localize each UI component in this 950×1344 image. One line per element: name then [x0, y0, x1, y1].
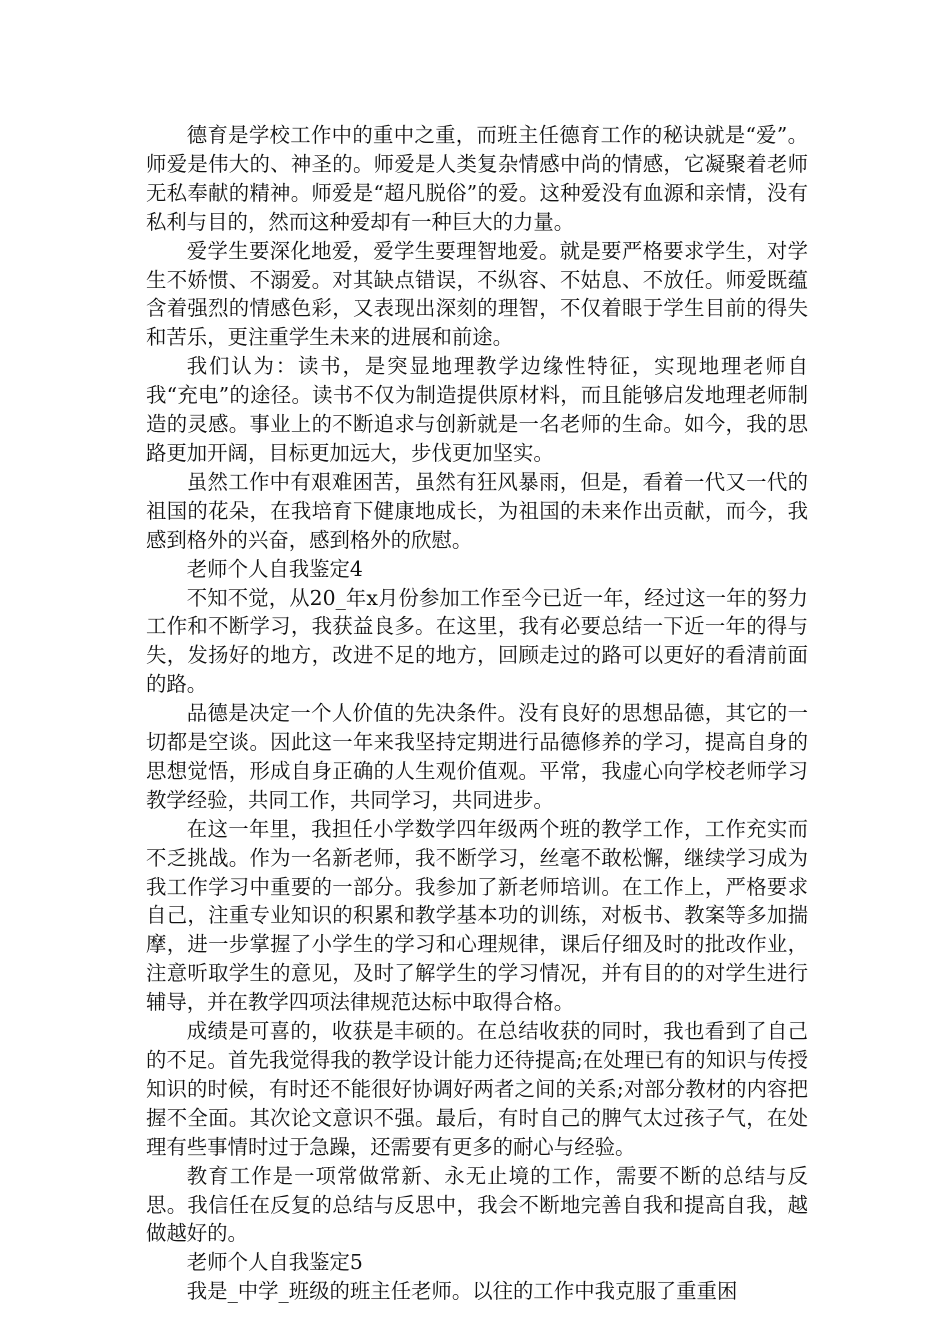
paragraph-teaching-work: 在这一年里，我担任小学数学四年级两个班的教学工作，工作充实而不乏挑战。作为一名新老师，我不断学习，丝毫不敢松懈，继续学习成为我工作学习中重要的一部分。我参加了新老师培训。在工作上，严格要求自己，注重专业知识的积累和教学基本功的训练，对板书、教案等多加揣摩，进一步掌握了小学生的学习和心理规律，课后仔细及时的批改作业，注意听取学生的意见，及时了解学生的学习情况，并有目的的对学生进行辅导，并在教学四项法律规范达标中取得合格。 [146, 816, 808, 1015]
paragraph-reading: 我们认为：读书，是突显地理教学边缘性特征，实现地理老师自我“充电”的途径。读书不仅为制造提供原材料，而且能够启发地理老师制造的灵感。事业上的不断追求与创新就是一名老师的生命。如今，我的思路更加开阔，目标更加远大，步伐更加坚实。 [146, 354, 808, 465]
paragraph-hardships: 虽然工作中有艰难困苦，虽然有狂风暴雨，但是，看着一代又一代的祖国的花朵，在我培育下健康地成长，为祖国的未来作出贡献，而今，我感到格外的兴奋，感到格外的欣慰。 [146, 469, 808, 552]
paragraph-reflection: 教育工作是一项常做常新、永无止境的工作，需要不断的总结与反思。我信任在反复的总结与反思中，我会不断地完善自我和提高自我，越做越好的。 [146, 1163, 808, 1246]
paragraph-moral-character: 品德是决定一个人价值的先决条件。没有良好的思想品德，其它的一切都是空谈。因此这一年来我坚持定期进行品德修养的学习，提高自身的思想觉悟，形成自身正确的人生观价值观。平常，我虚心向学校老师学习教学经验，共同工作，共同学习，共同进步。 [146, 701, 808, 812]
paragraph-love-students: 爱学生要深化地爱，爱学生要理智地爱。就是要严格要求学生，对学生不娇惯、不溺爱。对其缺点错误，不纵容、不姑息、不放任。师爱既蕴含着强烈的情感色彩，又表现出深刻的理智，不仅着眼于学生目前的得失和苦乐，更注重学生未来的进展和前途。 [146, 238, 808, 350]
paragraph-class-teacher: 我是_中学_班级的班主任老师。以往的工作中我克服了重重困 [186, 1279, 738, 1304]
paragraph-moral-education: 德育是学校工作中的重中之重，而班主任德育工作的秘诀就是“爱”。师爱是伟大的、神圣的。师爱是人类复杂情感中尚的情感，它凝聚着老师无私奉献的精神。师爱是“超凡脱俗”的爱。这种爱没有血源和亲情，没有私利与目的，然而这种爱却有一种巨大的力量。 [146, 123, 808, 234]
section-heading-4: 老师个人自我鉴定4 [186, 556, 363, 581]
document-page [146, 121, 808, 1306]
paragraph-achievements: 成绩是可喜的，收获是丰硕的。在总结收获的同时，我也看到了自己的不足。首先我觉得我的教学设计能力还待提高;在处理已有的知识与传授知识的时候，有时还不能很好协调好两者之间的关系;对部分教材的内容把握不全面。其次论文意识不强。最后，有时自己的脾气太过孩子气，在处理有些事情时过于急躁，还需要有更多的耐心与经验。 [146, 1019, 808, 1159]
paragraph-one-year: 不知不觉，从20_年x月份参加工作至今已近一年，经过这一年的努力工作和不断学习，我获益良多。在这里，我有必要总结一下近一年的得与失，发扬好的地方，改进不足的地方，回顾走过的路可以更好的看清前面的路。 [146, 585, 808, 697]
section-heading-5: 老师个人自我鉴定5 [186, 1250, 363, 1275]
